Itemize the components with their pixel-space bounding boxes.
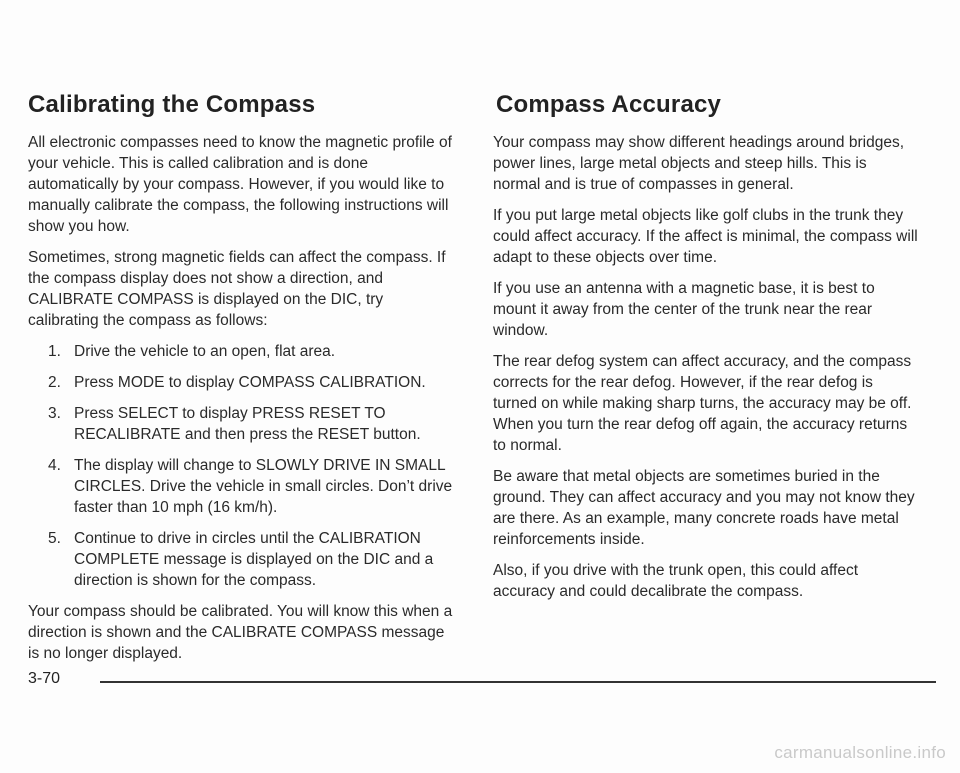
calibration-steps — [28, 341, 453, 591]
step-text: Drive the vehicle to an open, flat area. — [74, 343, 336, 360]
list-item — [28, 528, 453, 591]
paragraph: The rear defog system can affect accuracy, and the compass corrects for the rear defog. However, if the rear defog is turned on while making sharp turns, the accuracy may be off. When you turn the rear defog off again, the accuracy returns to normal. — [493, 353, 912, 454]
paragraph: Sometimes, strong magnetic fields can affect the compass. If the compass display does not show a direction, and CALIBRATE COMPASS is displayed on the DIC, try calibrating the compass as follows: — [28, 249, 446, 329]
step-number: 4. — [48, 457, 61, 474]
section-heading-calibrating: Calibrating the Compass — [28, 91, 316, 118]
paragraph: Your compass may show different headings around bridges, power lines, large metal objects and steep hills. This is normal and is true of compasses in general. — [493, 134, 904, 193]
accuracy-section — [493, 90, 918, 612]
paragraph: If you put large metal objects like golf clubs in the trunk they could affect accuracy. If the affect is minimal, the compass will adapt to these objects over time. — [493, 207, 918, 266]
step-text: Press MODE to display COMPASS CALIBRATION. — [74, 374, 426, 391]
step-number: 2. — [48, 374, 61, 391]
step-text: Press SELECT to display PRESS RESET TO RECALIBRATE and then press the RESET button. — [74, 405, 421, 443]
footer-rule — [100, 681, 936, 683]
step-number: 3. — [48, 405, 61, 422]
paragraph: If you use an antenna with a magnetic base, it is best to mount it away from the center of the trunk near the rear window. — [493, 280, 875, 339]
list-item — [28, 341, 453, 362]
section-heading-accuracy: Compass Accuracy — [496, 91, 722, 118]
list-item — [28, 372, 453, 393]
watermark: carmanualsonline.info — [774, 743, 946, 762]
paragraph: Your compass should be calibrated. You will know this when a direction is shown and the CALIBRATE COMPASS message is no longer displayed. — [28, 603, 453, 662]
list-item — [28, 403, 453, 445]
paragraph: Also, if you drive with the trunk open, this could affect accuracy and could decalibrate the compass. — [493, 562, 859, 600]
step-number: 1. — [48, 343, 61, 360]
step-number: 5. — [48, 530, 61, 547]
step-text: Continue to drive in circles until the CALIBRATION COMPLETE message is displayed on the DIC and a direction is shown for the compass. — [74, 530, 434, 589]
paragraph: Be aware that metal objects are sometimes buried in the ground. They can affect accuracy and you may not know they are there. As an example, many concrete roads have metal reinforcements inside. — [493, 468, 915, 548]
page-number: 3-70 — [28, 670, 61, 687]
page-footer — [28, 670, 908, 692]
calibrating-section — [28, 90, 453, 674]
list-item — [28, 455, 453, 518]
paragraph: All electronic compasses need to know the magnetic profile of your vehicle. This is called calibration and is done automatically by your compass. However, if you would like to manually calibrate the compass, the following instructions will show you how. — [28, 134, 452, 235]
step-text: The display will change to SLOWLY DRIVE IN SMALL CIRCLES. Drive the vehicle in small circles. Don’t drive faster than 10 mph (16 km/h). — [74, 457, 453, 516]
